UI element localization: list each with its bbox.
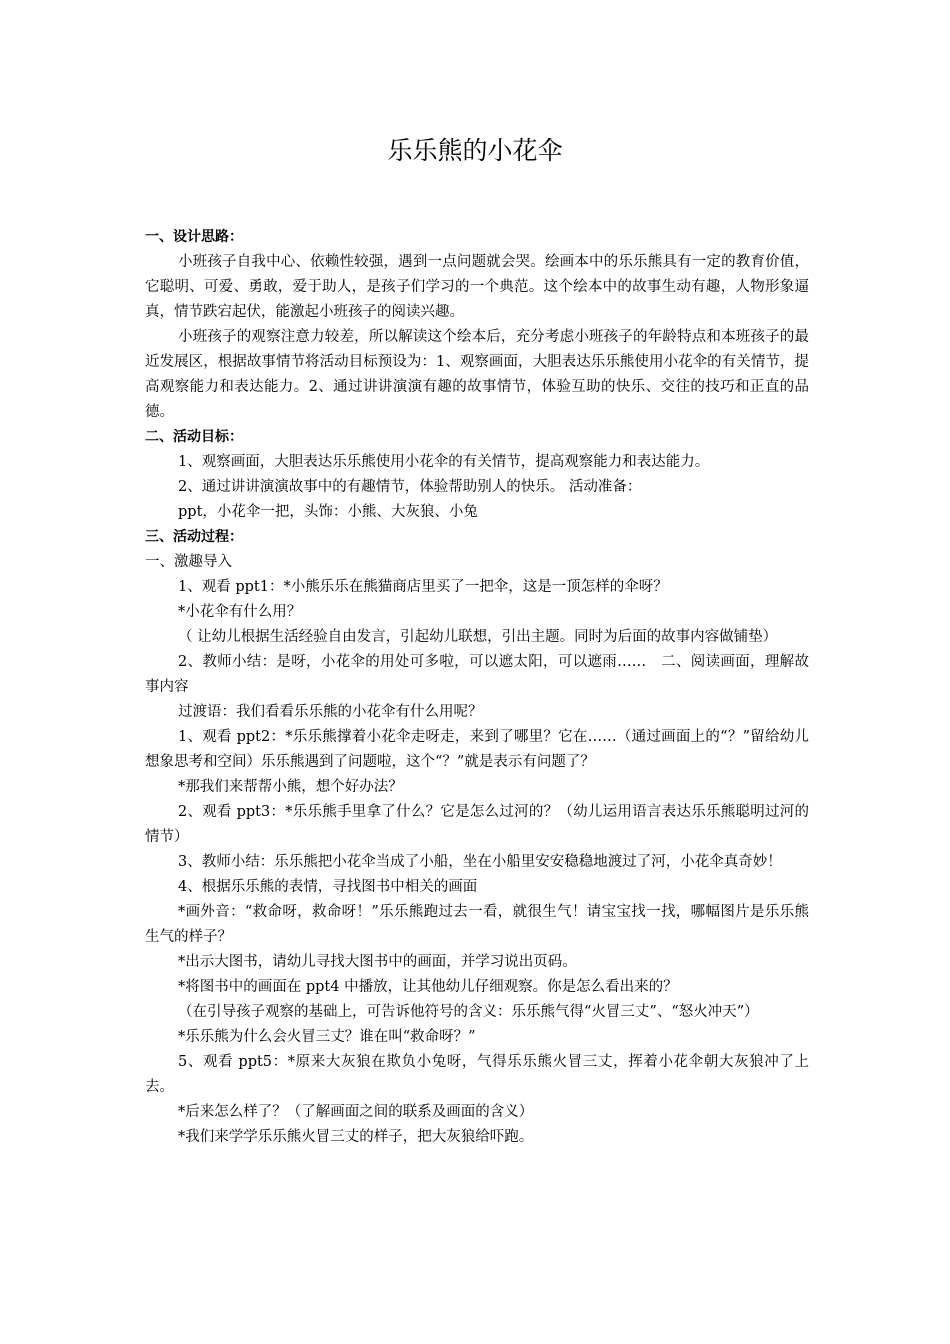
paragraph: *小花伞有什么用？ [178, 604, 302, 620]
section-heading: 二、活动目标： [145, 429, 243, 445]
paragraph: 小班孩子的观察注意力较差，所以解读这个绘本后，充分考虑小班孩子的年龄特点和本班孩子的最近发展区，根据故事情节将活动目标预设为：1、观察画面，大胆表达乐乐熊使用小花伞的有关情节，提高观察能力和表达能力。2、通过讲讲演演有趣的故事情节，体验互助的快乐、交往的技巧和正直的品德。 [145, 329, 809, 420]
paragraph: （ 让幼儿根据生活经验自由发言，引起幼儿联想，引出主题。同时为后面的故事内容做铺垫） [178, 629, 778, 645]
paragraph: 5、观看 ppt5：*原来大灰狼在欺负小兔呀，气得乐乐熊火冒三丈，挥着小花伞朝大灰狼冲了上去。 [145, 1054, 809, 1095]
paragraph: 1、观看 ppt2：*乐乐熊撑着小花伞走呀走，来到了哪里？它在……（通过画面上的“？”留给幼儿想象思考和空间）乐乐熊遇到了问题啦，这个“？”就是表示有问题了？ [145, 729, 809, 770]
paragraph: *出示大图书，请幼儿寻找大图书中的画面，并学习说出页码。 [178, 954, 577, 970]
paragraph: 2、教师小结：是呀，小花伞的用处可多啦，可以遮太阳，可以遮雨…… 二、阅读画面，理解故事内容 [145, 654, 809, 695]
paragraph: *画外音：“救命呀，救命呀！”乐乐熊跑过去一看，就很生气！请宝宝找一找，哪幅图片是乐乐熊生气的样子？ [145, 904, 809, 945]
paragraph: *那我们来帮帮小熊，想个好办法？ [178, 779, 403, 795]
paragraph: 1、观察画面，大胆表达乐乐熊使用小花伞的有关情节，提高观察能力和表达能力。 [178, 454, 710, 470]
document-body [145, 225, 809, 1150]
paragraph: 小班孩子自我中心、依赖性较强，遇到一点问题就会哭。绘画本中的乐乐熊具有一定的教育价值，它聪明、可爱、勇敢，爱于助人，是孩子们学习的一个典范。这个绘本中的故事生动有趣，人物形象逼真，情节跌宕起伏，能激起小班孩子的阅读兴趣。 [145, 254, 809, 320]
paragraph: 2、通过讲讲演演故事中的有趣情节，体验帮助别人的快乐。 活动准备： [178, 479, 642, 495]
paragraph: 一、激趣导入 [145, 554, 232, 570]
paragraph: （在引导孩子观察的基础上，可告诉他符号的含义：乐乐熊气得“火冒三丈”、“怒火冲天”） [178, 1004, 759, 1020]
paragraph: *我们来学学乐乐熊火冒三丈的样子，把大灰狼给吓跑。 [178, 1129, 534, 1145]
paragraph: 2、观看 ppt3：*乐乐熊手里拿了什么？它是怎么过河的？（幼儿运用语言表达乐乐熊聪明过河的情节） [145, 804, 809, 845]
paragraph: 4、根据乐乐熊的表情，寻找图书中相关的画面 [178, 879, 478, 895]
section-heading: 一、设计思路： [145, 229, 243, 245]
paragraph: 过渡语：我们看看乐乐熊的小花伞有什么用呢？ [178, 704, 483, 720]
paragraph: ppt，小花伞一把，头饰：小熊、大灰狼、小兔 [178, 504, 478, 520]
paragraph: *后来怎么样了？（了解画面之间的联系及画面的含义） [178, 1104, 534, 1120]
paragraph: 3、教师小结：乐乐熊把小花伞当成了小船，坐在小船里安安稳稳地渡过了河，小花伞真奇妙！ [178, 854, 782, 870]
document-title: 乐乐熊的小花伞 [387, 136, 563, 165]
paragraph: 1、观看 ppt1：*小熊乐乐在熊猫商店里买了一把伞，这是一顶怎样的伞呀？ [178, 579, 668, 595]
section-heading: 三、活动过程： [145, 529, 243, 545]
paragraph: *将图书中的画面在 ppt4 中播放，让其他幼儿仔细观察。你是怎么看出来的？ [178, 979, 678, 995]
paragraph: *乐乐熊为什么会火冒三丈？谁在叫“救命呀？” [178, 1029, 476, 1045]
